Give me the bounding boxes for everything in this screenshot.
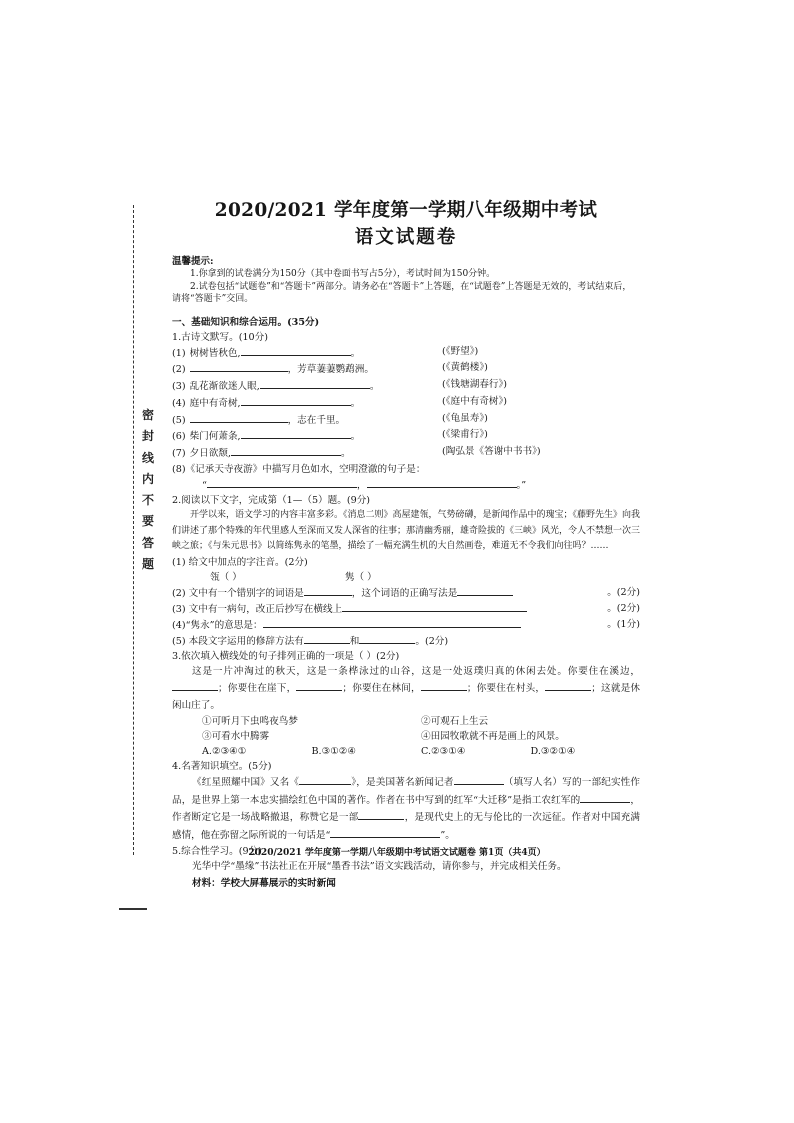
binding-warning-char: 封	[141, 429, 154, 444]
q2-sub5: (5) 本段文字运用的修辞方法有 和 。(2分)	[172, 633, 640, 649]
scan-mark	[119, 908, 147, 910]
q1-poem-line: (6) 柴门何萧条, 。 (《梁甫行》)	[172, 429, 488, 443]
poem-source: (《黄鹤楼》)	[442, 362, 488, 374]
answer-blank[interactable]	[190, 361, 288, 372]
poem-source: (陶弘景《答谢中书书》)	[442, 446, 541, 458]
binding-line	[133, 205, 134, 855]
binding-warning-char: 答	[141, 535, 154, 550]
poem-source: (《梁甫行》)	[442, 429, 488, 441]
binding-warning-char: 要	[141, 514, 154, 529]
q5-material: 材料：学校大屏幕展示的实时新闻	[192, 877, 336, 889]
answer-blank[interactable]	[545, 680, 591, 691]
page-footer: 2020/2021 学年度第一学期八年级期中考试语文试题卷 第1页（共4页）	[248, 848, 546, 858]
q4-passage: 《红星照耀中国》又名《 》，是美国著名新闻记者 （填写人名）写的一部纪实性作品，是世界上第一本忠实描绘红色中国的著作。作者在书中写到的红军“大迁移”是指工农红军的 ，作者断定它是一场战略撤退，称赞它是一部 ，是现代史上的无与伦比的一次远征。作者对中国充满感情，他在弥留之际所说的一句话是“ ”。	[172, 774, 640, 844]
q1-poem-line: (5) ，志在千里。 (《龟虽寿》)	[172, 412, 488, 426]
answer-blank[interactable]	[241, 428, 351, 439]
poem-source: (《龟虽寿》)	[442, 412, 488, 424]
tip-2: 2.试卷包括“试题卷”和“答题卡”两部分。请务必在“答题卡”上答题，在“试题卷”上答题是无效的，考试结束后，请将“答题卡”交回。	[172, 281, 632, 304]
q5-heading: 5.综合性学习。(9分)	[172, 846, 262, 858]
q3-choice-c[interactable]: C.②③①④	[421, 746, 466, 758]
binding-warning-char: 线	[141, 450, 154, 465]
answer-blank[interactable]	[421, 680, 467, 691]
binding-warning-char: 密	[141, 408, 154, 422]
answer-blank[interactable]	[580, 792, 630, 803]
q1-heading: 1.古诗文默写。(10分)	[172, 331, 269, 343]
answer-blank[interactable]	[241, 345, 351, 356]
answer-blank[interactable]	[299, 774, 351, 785]
answer-blank[interactable]	[330, 827, 440, 838]
q1-line8-answer: “ ， 。”	[172, 477, 640, 493]
answer-blank[interactable]	[172, 680, 218, 691]
exam-page	[172, 198, 640, 892]
pinyin-a: 瓴（ ）	[210, 571, 242, 583]
answer-blank[interactable]	[358, 809, 404, 820]
q5-text: 光华中学“墨缘”书法社正在开展“墨香书法”语文实践活动，请你参与，并完成相关任务。	[192, 861, 567, 873]
q3-choices	[172, 744, 640, 759]
answer-blank[interactable]	[241, 395, 351, 406]
q1-poem-line: (2) ，芳草萋萋鹦鹉洲。 (《黄鹤楼》)	[172, 362, 488, 376]
exam-subtitle: 语文试题卷	[354, 227, 458, 248]
q1-poem-line: (1) 树树皆秋色, 。 (《野望》)	[172, 345, 479, 359]
q1-poem-line: (4) 庭中有奇树, 。 (《庭中有奇树》)	[172, 395, 508, 409]
q1-poem-line: (3) 乱花渐欲迷人眼, 。 (《钱塘湖春行》)	[172, 379, 508, 393]
poem-source: (《庭中有奇树》)	[442, 395, 508, 407]
answer-blank[interactable]	[260, 378, 370, 389]
q2-sub3: (3) 文中有一病句，改正后抄写在横线上 。(2分)	[172, 602, 640, 615]
q3-heading: 3.依次填入横线处的句子排列正确的一项是（ ）(2分)	[172, 650, 400, 662]
q2-sub4: (4)“隽永”的意思是： 。(1分)	[172, 618, 640, 631]
binding-warning	[140, 405, 156, 575]
q3-passage: 这是一片冲淘过的秋天，这是一条桦泳过的山谷，这是一处返璞归真的休闲去处。你要住在溪边，；你要住在崖下， ；你要住在林间， ；你要住在村头， ；这就是休闲山庄了。	[172, 665, 641, 711]
answer-blank[interactable]	[367, 477, 517, 488]
q2-passage: 开学以来，语文学习的内容丰富多彩。《消息二则》高屋建瓴，气势磅礴，是新闻作品中的瑰宝；《藤野先生》向我们讲述了那个特殊的年代里感人至深而又发人深省的往事；那清幽秀丽，雄奇险拔的《三峡》风光，令人不禁想一次三峡之旅；《与朱元思书》以简练隽永的笔墨，描绘了一幅充满生机的大自然画卷，难道无不令我们向往吗？……	[172, 510, 641, 552]
answer-blank[interactable]	[190, 412, 288, 423]
answer-blank[interactable]	[207, 477, 357, 488]
answer-blank[interactable]	[359, 633, 415, 644]
q2-pinyin-row	[172, 570, 640, 585]
pinyin-b: 隽（ ）	[344, 571, 377, 583]
binding-warning-char: 内	[141, 471, 154, 486]
q3-options-row1	[172, 714, 640, 729]
q3-option: ④田园牧歌就不再是画上的风景。	[421, 731, 565, 743]
q3-options-row2	[172, 729, 640, 744]
q3-choice-a[interactable]: A.②③④①	[202, 746, 247, 758]
section-1-heading: 一、基础知识和综合运用。(35分)	[172, 316, 320, 328]
q1-poem-line: (7) 夕日欲颓, 。 (陶弘景《答谢中书书》)	[172, 446, 541, 460]
q4-heading: 4.名著知识填空。(5分)	[172, 761, 272, 773]
q1-line8: (8)《记承天寺夜游》中描写月色如水，空明澄澈的句子是：	[172, 464, 426, 476]
binding-warning-char: 不	[141, 493, 154, 508]
answer-blank[interactable]	[342, 601, 527, 612]
answer-blank[interactable]	[296, 680, 342, 691]
answer-blank[interactable]	[457, 585, 513, 596]
q2-sub2: (2) 文中有一个错别字的词语是 ，这个词语的正确写法是 。(2分)	[172, 586, 640, 599]
answer-blank[interactable]	[454, 774, 504, 785]
q3-option: ③可看水中腾雾	[202, 731, 270, 743]
binding-warning-char: 题	[141, 557, 154, 572]
poem-source: (《野望》)	[442, 345, 479, 357]
exam-title: 2020/2021 学年度第一学期八年级期中考试	[214, 200, 598, 221]
tips-heading: 温馨提示:	[172, 256, 214, 267]
q3-choice-b[interactable]: B.③①②④	[311, 746, 357, 758]
q2-sub1: (1) 给文中加点的字注音。(2分)	[172, 556, 308, 568]
answer-blank[interactable]	[304, 585, 352, 596]
answer-blank[interactable]	[263, 617, 521, 628]
q3-option: ②可观石上生云	[421, 716, 489, 728]
q3-option: ①可听月下虫鸣夜鸟梦	[202, 716, 298, 728]
tip-1: 1.你拿到的试卷满分为150分（其中卷面书写占5分），考试时间为150分钟。	[190, 269, 496, 279]
q3-choice-d[interactable]: D.③②①④	[530, 746, 576, 758]
q2-heading: 2.阅读以下文字，完成第（1—（5）题。(9分)	[172, 495, 371, 507]
q1-poem-lines	[172, 345, 640, 463]
answer-blank[interactable]	[304, 633, 350, 644]
answer-blank[interactable]	[231, 445, 341, 456]
poem-source: (《钱塘湖春行》)	[442, 379, 508, 391]
